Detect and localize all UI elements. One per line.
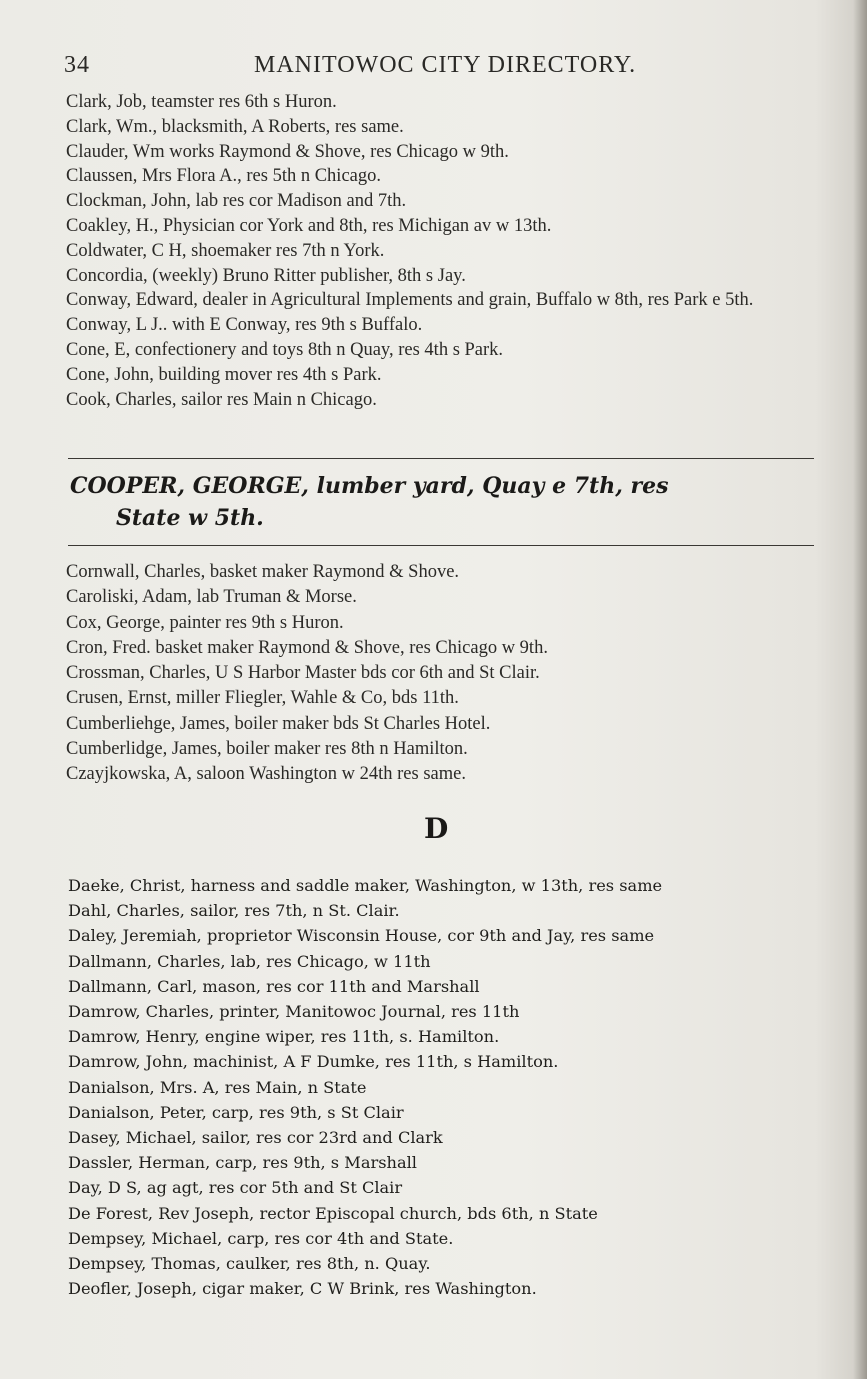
list-item: Deofler, Joseph, cigar maker, C W Brink, res Washington. — [68, 1279, 537, 1299]
list-item: Damrow, Charles, printer, Manitowoc Journal, res 11th — [68, 1002, 520, 1022]
running-title: MANITOWOC CITY DIRECTORY. — [254, 52, 637, 78]
list-item: Cone, John, building mover res 4th s Park. — [66, 364, 382, 385]
list-item: Concordia, (weekly) Bruno Ritter publisher, 8th s Jay. — [66, 265, 466, 286]
list-item: Damrow, John, machinist, A F Dumke, res 11th, s Hamilton. — [68, 1052, 559, 1072]
list-item: Dassler, Herman, carp, res 9th, s Marshall — [68, 1153, 417, 1173]
list-item: Cumberlidge, James, boiler maker res 8th n Hamilton. — [66, 739, 468, 760]
bottom-divider-rule — [68, 545, 814, 546]
page-number: 34 — [64, 52, 90, 78]
list-item: Claussen, Mrs Flora A., res 5th n Chicago. — [66, 166, 381, 187]
list-item: Daeke, Christ, harness and saddle maker, Washington, w 13th, res same — [68, 876, 663, 895]
list-item: De Forest, Rev Joseph, rector Episcopal church, bds 6th, n State — [68, 1203, 598, 1223]
list-item: Daley, Jeremiah, proprietor Wisconsin House, cor 9th and Jay, res same — [68, 926, 655, 946]
list-item: Danialson, Peter, carp, res 9th, s St Clair — [68, 1102, 404, 1122]
list-item: Conway, L J.. with E Conway, res 9th s Buffalo. — [66, 315, 423, 336]
list-item: Cron, Fred. basket maker Raymond & Shove, res Chicago w 9th. — [66, 637, 548, 658]
c-entries-top — [66, 90, 826, 412]
list-item: Dallmann, Charles, lab, res Chicago, w 11th — [68, 951, 431, 971]
list-item: Caroliski, Adam, lab Truman & Morse. — [66, 587, 357, 608]
c-entries-bottom — [66, 560, 826, 788]
list-item: Crusen, Ernst, miller Fliegler, Wahle & Co, bds 11th. — [66, 688, 459, 709]
list-item: Danialson, Mrs. A, res Main, n State — [68, 1077, 367, 1097]
list-item: Coldwater, C H, shoemaker res 7th n York. — [66, 240, 385, 261]
list-item: Clauder, Wm works Raymond & Shove, res Chicago w 9th. — [66, 141, 509, 162]
list-item: Clockman, John, lab res cor Madison and 7th. — [66, 191, 407, 212]
list-item: Dempsey, Michael, carp, res cor 4th and State. — [68, 1228, 454, 1248]
list-item: Cook, Charles, sailor res Main n Chicago. — [66, 389, 377, 410]
list-item: Cone, E, confectionery and toys 8th n Quay, res 4th s Park. — [66, 339, 504, 360]
page-header — [64, 52, 704, 86]
list-item: Day, D S, ag agt, res cor 5th and St Clair — [68, 1178, 403, 1198]
list-item: Cornwall, Charles, basket maker Raymond & Shove. — [66, 562, 460, 582]
list-item: Clark, Wm., blacksmith, A Roberts, res same. — [66, 116, 404, 137]
list-item: Coakley, H., Physician cor York and 8th, res Michigan av w 13th. — [66, 215, 552, 236]
featured-listing-line2: State w 5th. — [116, 505, 264, 531]
list-item: Clark, Job, teamster res 6th s Huron. — [66, 92, 337, 112]
list-item: Dahl, Charles, sailor, res 7th, n St. Clair. — [68, 901, 400, 921]
list-item: Cumberliehge, James, boiler maker bds St Charles Hotel. — [66, 713, 491, 734]
list-item: Conway, Edward, dealer in Agricultural Implements and grain, Buffalo w 8th, res Park e 5th. — [66, 290, 754, 311]
list-item: Dempsey, Thomas, caulker, res 8th, n. Quay. — [68, 1254, 431, 1274]
list-item: Dallmann, Carl, mason, res cor 11th and Marshall — [68, 976, 480, 996]
list-item: Damrow, Henry, engine wiper, res 11th, s. Hamilton. — [68, 1027, 500, 1047]
page-edge-shadow — [853, 0, 867, 1379]
top-divider-rule — [68, 458, 814, 459]
list-item: Crossman, Charles, U S Harbor Master bds cor 6th and St Clair. — [66, 663, 540, 684]
list-item: Cox, George, painter res 9th s Huron. — [66, 612, 344, 633]
featured-listing — [70, 470, 830, 534]
featured-listing-line1: COOPER, GEORGE, lumber yard, Quay e 7th, res — [70, 473, 669, 499]
list-item: Dasey, Michael, sailor, res cor 23rd and Clark — [68, 1128, 443, 1148]
d-entries — [68, 873, 828, 1301]
list-item: Czayjkowska, A, saloon Washington w 24th res same. — [66, 764, 466, 785]
section-letter-heading: D — [424, 812, 449, 845]
